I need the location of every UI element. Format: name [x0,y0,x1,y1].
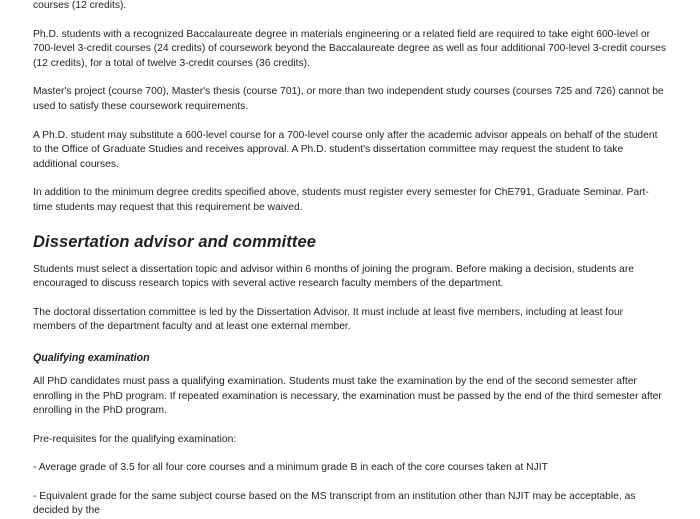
list-item-bullet-gpa: - Average grade of 3.5 for all four core courses and a minimum grade B in each of the core courses taken at NJIT [33,462,548,474]
paragraph-phd-course-requirements: Ph.D. students with a recognized Baccalaureate degree in materials engineering or a related field are required to take eight 600-level or 700-level 3-credit courses (24 credits) of coursework beyond the Baccalaureate degree as well as four additional 700-level 3-credit courses (12 credits), for a total of twelve 3-credit courses (36 credits). [33,28,667,69]
paragraph-advisor-selection: Students must select a dissertation topic and advisor within 6 months of joining the program. Before making a decision, students are encouraged to discuss research topics with several active research faculty members of the department. [33,263,634,290]
paragraph-committee-composition: The doctoral dissertation committee is led by the Dissertation Advisor. It must include at least five members, including at least four members of the department faculty and at least one external member. [33,306,624,333]
paragraph-substitution-policy: A Ph.D. student may substitute a 600-level course for a 700-level course only after the academic advisor appeals on behalf of the student to the Office of Graduate Studies and receives approval. A Ph.D. student's dissertation committee may request the student to take additional courses. [33,129,658,170]
section-heading-dissertation-advisor-and-committee: Dissertation advisor and committee [33,232,317,251]
list-item-bullet-transfer: - Equivalent grade for the same subject course based on the MS transcript from an institution other than NJIT may be acceptable, as decided by the [33,490,636,517]
paragraph-continued-fragment: courses (12 credits). [33,0,127,11]
paragraph-seminar-registration: In addition to the minimum degree credits specified above, students must register every semester for ChE791, Graduate Seminar. Part-time students may request that this requirement be waived. [33,187,649,213]
paragraph-project-thesis-exclusion: Master's project (course 700), Master's thesis (course 701), or more than two independent study courses (courses 725 and 726) cannot be used to satisfy these coursework requirements. [33,86,664,112]
sub-heading-qualifying-examination: Qualifying examination [33,351,150,364]
paragraph-prerequisites-intro: Pre-requisites for the qualifying examination: [33,433,237,445]
paragraph-qualifying-exam-timing: All PhD candidates must pass a qualifying examination. Students must take the examination by the end of the second semester after enrolling in the PhD program. If repeated examination is necessary, the examination must be passed by the end of the third semester after enrolling in the PhD program. [33,375,662,417]
